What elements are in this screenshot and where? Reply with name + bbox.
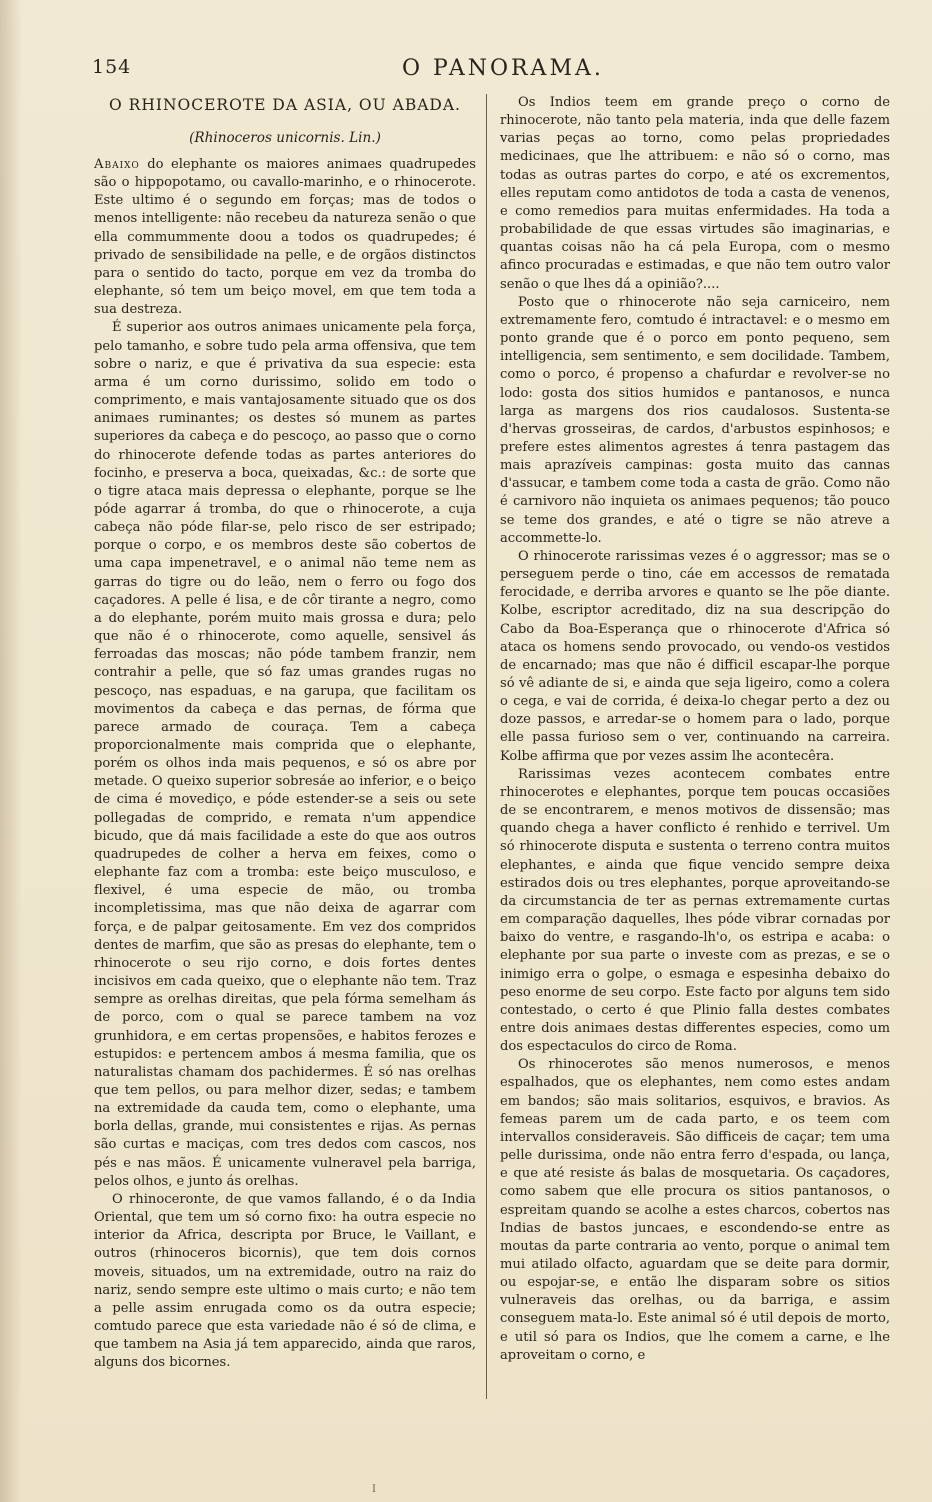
page-header [92, 56, 888, 86]
paragraph [94, 156, 476, 319]
left-column [94, 94, 476, 1372]
running-title: O PANORAMA. [402, 56, 604, 81]
opening-word: Abaixo [94, 157, 140, 172]
paragraph: Os rhinocerotes são menos numerosos, e menos espalhados, que os elephantes, nem como estes andam em bandos; são mais solitarios, esquivos, e bravios. As femeas parem um de cada parto, e os teem com intervallos consideraveis. São difficeis de caçar; tem uma pelle durissima, onde não entra ferro d'espada, ou lança, e que até resiste ás balas de mosquetaria. Os caçadores, como sabem que elle procura os sitios pantanosos, o espreitam quando se acolhe a estes charcos, cobertos nas Indias de bastos juncaes, e escondendo-se entre as moutas da parte contraria ao vento, porque o animal tem mui atilado olfacto, aguardam que se deite para dormir, ou espojar-se, e então lhe disparam sobre os sitios vulneraveis das orelhas, ou da barriga, e assim conseguem mata-lo. Este animal só é util depois de morto, e util só para os Indios, que lhe comem a carne, e lhe aproveitam o corno, e [500, 1057, 890, 1363]
paragraph: O rhinoceronte, de que vamos fallando, é o da India Oriental, que tem um só corno fixo: ha outra especie no interior da Africa, descripta por Bruce, le Vaillant, e outros (rhinoceros bicornis), que tem dois cornos moveis, situados, um na extremidade, outro na raiz do nariz, sendo sempre este ultimo o mais curto; e não tem a pelle assim enrugada como os da outra especie; comtudo parece que esta variedade não é só de clima, e que tambem na Asia já tem apparecido, ainda que raros, alguns dos bicornes. [94, 1191, 476, 1371]
right-column [500, 94, 890, 1365]
footer-mark: I [372, 1484, 376, 1495]
paragraph: Os Indios teem em grande preço o corno de rhinocerote, não tanto pela materia, inda que delle fazem varias peças ao torno, como pelas propriedades medicinaes, que lhe attribuem: e não só o corno, mas todas as outras partes do corpo, e até os excrementos, elles reputam como antidotos de toda a casta de venenos, e como remedios para muitas enfermidades. Ha toda a probabilidade de que essas virtudes são imaginarias, e quantas coisas não ha cá pela Europa, com o mesmo afinco procuradas e estimadas, e que não tem outro valor senão o que lhes dá a opinião?.... [500, 95, 890, 292]
paragraph: Rarissimas vezes acontecem combates entre rhinocerotes e elephantes, porque tem poucas occasiões de se encontrarem, e menos motivos de dissensão; mas quando chega a haver conflicto é renhido e terrivel. Um só rhinocerote disputa e sustenta o terreno contra muitos elephantes, e ainda que fique vencido sempre deixa estirados dois ou tres elephantes, porque aproveitando-se da circumstancia de ter as pernas extremamente curtas em comparação daquelles, lhes póde vibrar cornadas por baixo do ventre, e rasgando-lh'o, os estripa e acaba: o elephante por sua parte o investe com as prezas, e se o inimigo erra o golpe, o esmaga e espesinha debaixo do peso enorme de seu corpo. Este facto por alguns tem sido contestado, o certo é que Plinio falla destes combates entre dois animaes destas differentes especies, como um dos espectaculos do circo de Roma. [500, 766, 890, 1055]
paragraph: Posto que o rhinocerote não seja carniceiro, nem extremamente fero, comtudo é intractavel: e o mesmo em ponto grande que é o porco em ponto pequeno, sem intelligencia, sem sentimento, e sem docilidade. Tambem, como o porco, é propenso a chafurdar e revolver-se no lodo: gosta dos sitios humidos e pantanosos, e nunca larga as margens dos rios caudalosos. Sustenta-se d'hervas grosseiras, de cardos, d'arbustos espinhosos; e prefere estes alimentos agrestes á tenra pastagem das mais aprazíveis campinas: gosta muito das cannas d'assucar, e tambem come toda a casta de grão. Como não é carnivoro não inquieta os animaes pequenos; tão pouco se teme dos grandes, e até o tigre se não atreve a accommette-lo. [500, 294, 890, 546]
column-divider [486, 94, 487, 1399]
paragraph: É superior aos outros animaes unicamente pela força, pelo tamanho, e sobre tudo pela arma offensiva, que tem sobre o nariz, e que é privativa da sua especie: esta arma é um corno durissimo, solido em todo o comprimento, e mais vantajosamente situado que os dos animaes ruminantes; os destes só munem as partes superiores da cabeça e do pescoço, ao passo que o corno do rhinocerote defende todas as partes anteriores do focinho, e preserva a boca, queixadas, &c.: de sorte que o tigre ataca mais depressa o elephante, porque se lhe póde agarrar á tromba, do que o rhinocerote, a cuja cabeça não póde filar-se, pelo risco de ser estripado; porque o corpo, e os membros deste são cobertos de uma capa impenetravel, e o animal não teme nem as garras do tigre ou do leão, nem o ferro ou fogo dos caçadores. A pelle é lisa, e de côr tirante a negro, como a do elephante, porém muito mais grossa e dura; pelo que não é o rhinocerote, como aquelle, sensivel ás ferroadas das moscas; não póde tambem franzir, nem contrahir a pelle, que só faz umas grandes rugas no pescoço, nas espaduas, e na garupa, que facilitam os movimentos da cabeça e das pernas, de fórma que parece armado de couraça. Tem a cabeça proporcionalmente mais comprida que o elephante, porém os olhos inda mais pequenos, e só os abre por metade. O queixo superior sobresáe ao inferior, e o beiço de cima é movediço, e póde estender-se a seis ou sete pollegadas de comprido, e remata n'um appendice bicudo, que dá mais facilidade a este do que aos outros quadrupedes de colher a herva em feixes, como o elephante faz com a tromba: este beiço musculoso, e flexivel, é uma especie de mão, ou tromba incompletissima, mas que não deixa de agarrar com força, e de palpar geitosamente. Em vez dos compridos dentes de marfim, que são as presas do elephante, tem o rhinocerote o seu rijo corno, e dois fortes dentes incisivos em cada queixo, que o elephante não tem. Traz sempre as orelhas direitas, que pela fórma semelham ás de porco, com o qual se parece tambem na voz grunhidora, e em certas propensões, e habitos ferozes e estupidos: e pertencem ambos á mesma familia, que os naturalistas chamam dos pachidermes. É só nas orelhas que tem pellos, ou para melhor dizer, sedas; e tambem na extremidade da cauda tem, como o elephante, uma borla dellas, grande, mui consistentes e rijas. As pernas são curtas e maciças, com tres dedos com cascos, nos pés e nas mãos. É unicamente vulneravel pela barriga, pelos olhos, e junto ás orelhas. [94, 320, 476, 1189]
paragraph-text: do elephante os maiores animaes quadrupedes são o hippopotamo, ou cavallo-marinho, e o rhinocerote. Este ultimo é o segundo em forças; mas de todos o menos intelligente: não recebeu da natureza senão o que ella commummente doou a todos os quadrupedes; é privado de sensibilidade na pelle, e de orgãos distinctos para o sentido do tacto, porque em vez da tromba do elephante, só tem um beiço movel, em que tem toda a sua destreza. [94, 157, 476, 318]
article-title: O RHINOCEROTE DA ASIA, OU ABADA. [109, 96, 461, 114]
paragraph: O rhinocerote rarissimas vezes é o aggressor; mas se o perseguem perde o tino, cáe em accessos de rematada ferocidade, e derriba arvores e quanto se lhe põe diante. Kolbe, escriptor acreditado, diz na sua descripção do Cabo da Boa-Esperança que o rhinocerote d'Africa só ataca os homens sendo provocado, ou vendo-os vestidos de encarnado; mas que não é difficil escapar-lhe porque só vê adiante de si, e ainda que seja ligeiro, como a colera o cega, e vai de corrida, é deixa-lo chegar perto a dez ou doze passos, e arredar-se o homem para o lado, porque elle passa furioso sem o ver, continuando na carreira. Kolbe affirma que por vezes assim lhe acontecêra. [500, 548, 890, 764]
article-subtitle: (Rhinoceros unicornis. Lin.) [189, 130, 381, 146]
page-number: 154 [92, 56, 132, 78]
